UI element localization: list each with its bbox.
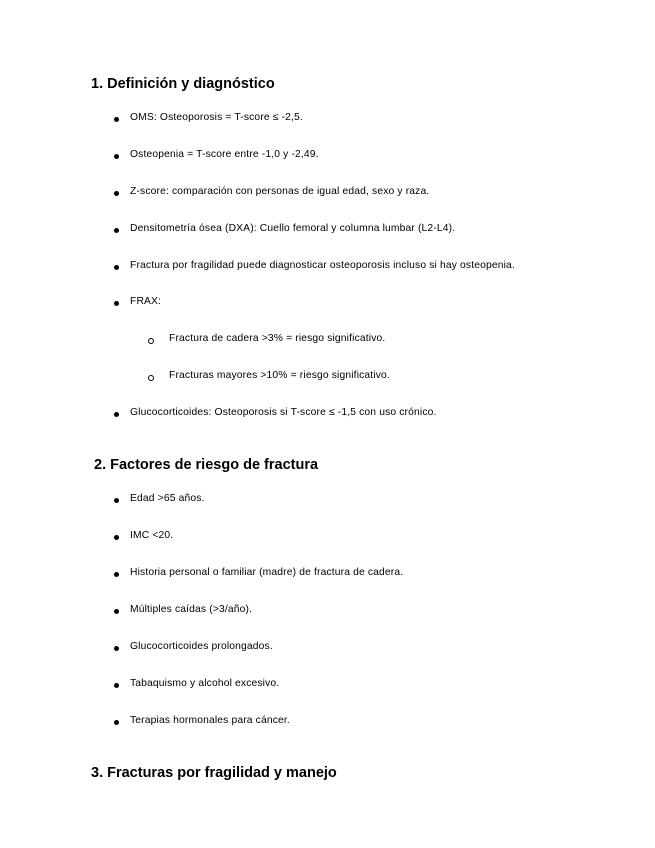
sub-bullet-icon <box>148 375 154 381</box>
bullet-icon <box>114 683 119 688</box>
bullet-icon <box>114 265 119 270</box>
bullet-icon <box>114 535 119 540</box>
bullet-icon <box>114 720 119 725</box>
list-item: Densitometría ósea (DXA): Cuello femoral y columna lumbar (L2-L4). <box>130 223 456 234</box>
sub-list-item: Fracturas mayores >10% = riesgo significativo. <box>169 370 390 381</box>
list-item: Terapias hormonales para cáncer. <box>130 715 290 726</box>
list-item: Tabaquismo y alcohol excesivo. <box>130 678 280 689</box>
section-heading-fracturas: 3. Fracturas por fragilidad y manejo <box>91 765 337 781</box>
sub-list-item: Fractura de cadera >3% = riesgo significativo. <box>169 333 386 344</box>
list-item: OMS: Osteoporosis = T-score ≤ -2,5. <box>130 112 303 123</box>
bullet-icon <box>114 646 119 651</box>
list-item: IMC <20. <box>130 530 174 541</box>
list-item: Z-score: comparación con personas de igual edad, sexo y raza. <box>130 186 430 197</box>
list-item: Glucocorticoides prolongados. <box>130 641 273 652</box>
section-heading-factores: 2. Factores de riesgo de fractura <box>94 457 319 473</box>
list-item: Glucocorticoides: Osteoporosis si T-score ≤ -1,5 con uso crónico. <box>130 407 437 418</box>
bullet-icon <box>114 154 119 159</box>
list-item: FRAX: <box>130 296 162 307</box>
list-item: Edad >65 años. <box>130 493 205 504</box>
bullet-icon <box>114 191 119 196</box>
bullet-icon <box>114 498 119 503</box>
bullet-icon <box>114 609 119 614</box>
bullet-icon <box>114 117 119 122</box>
sub-bullet-icon <box>148 338 154 344</box>
bullet-icon <box>114 301 119 306</box>
list-item: Osteopenia = T-score entre -1,0 y -2,49. <box>130 149 319 160</box>
section-heading-definicion: 1. Definición y diagnóstico <box>91 76 275 92</box>
bullet-icon <box>114 572 119 577</box>
bullet-icon <box>114 412 119 417</box>
bullet-icon <box>114 228 119 233</box>
list-item: Fractura por fragilidad puede diagnosticar osteoporosis incluso si hay osteopenia. <box>130 260 515 271</box>
list-item: Historia personal o familiar (madre) de fractura de cadera. <box>130 567 404 578</box>
list-item: Múltiples caídas (>3/año). <box>130 604 253 615</box>
